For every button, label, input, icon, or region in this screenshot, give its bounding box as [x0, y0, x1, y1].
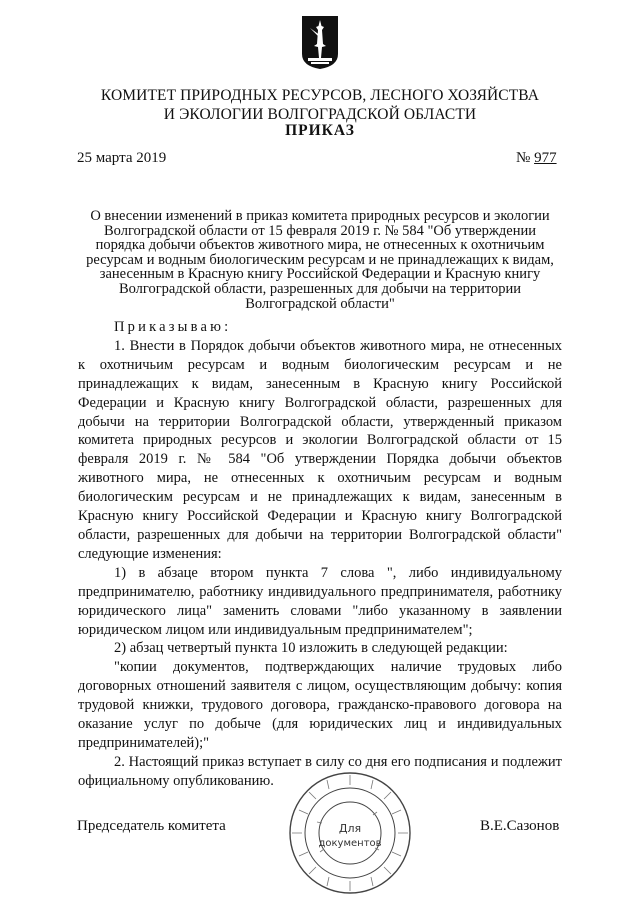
body-paragraph: 2) абзац четвертый пункта 10 изложить в следующей редакции: [114, 640, 508, 657]
number-sign: № [516, 150, 531, 166]
coat-of-arms-emblem [300, 14, 340, 70]
subject-line: Волгоградской области" [245, 295, 395, 312]
subject-line: Волгоградской области, разрешенных для добычи на территории [118, 280, 522, 297]
subject-line: О внесении изменений в приказ комитета природных ресурсов и экологии [90, 208, 550, 224]
org-line-2: И ЭКОЛОГИИ ВОЛГОГРАДСКОЙ ОБЛАСТИ [163, 106, 477, 123]
subject-line: ресурсам и водным биологическим ресурсам и не принадлежащих к видам, [86, 251, 554, 268]
signer-name: В.Е.Сазонов [480, 818, 560, 834]
body-paragraph: 1) в абзаце втором пункта 7 слова ", либо индивидуальному предпринимателю, работнику индивидуального предпринимателя, работнику юридического лица" заменить словами "либо указанному в заявлении юридическом лицом или индивидуальным предпринимателем"; [78, 564, 562, 638]
signer-position: Председатель комитета [77, 818, 226, 834]
body-paragraph: "копии документов, подтверждающих наличие трудовых либо договорных отношений заявителя с лицом, осуществляющим добычу: копия трудовой книжки, трудового договора, гражданско-правового договора на оказание услуг по добыче (для юридических лиц и индивидуальных предпринимателей);" [78, 659, 562, 751]
document-number [516, 150, 557, 167]
subject-line: Волгоградской области от 15 февраля 2019 г. № 584 "Об утверждении [103, 222, 536, 239]
official-seal-stamp [287, 772, 413, 894]
document-type-title: ПРИКАЗ [285, 122, 355, 139]
organization-name [60, 86, 580, 124]
document-body [78, 318, 562, 791]
org-line-1: КОМИТЕТ ПРИРОДНЫХ РЕСУРСОВ, ЛЕСНОГО ХОЗЯЙСТВА [100, 87, 540, 104]
document-subject [78, 209, 562, 311]
stamp-text: документов [318, 838, 382, 849]
stamp-text: Для [338, 822, 362, 835]
order-word: Приказываю: [114, 319, 232, 335]
body-paragraph: 1. Внести в Порядок добычи объектов животного мира, не отнесенных к охотничьим ресурсам и водным биологическим ресурсам и не принадлежащих к видам, занесенным в Красную книгу Российской Федерации и Красную книгу Волгоградской области, разрешенных для добычи на территории Волгоградской области, утвержденный приказом комитета природных ресурсов и экологии Волгоградской области от 15 февраля 2019 г. № 584 "Об утверждении Порядка добычи объектов животного мира, не отнесенных к охотничьим ресурсам и водным биологическим ресурсам и не принадлежащих к видам, занесенным в Красную книгу Российской Федерации и Красную книгу Волгоградской области, разрешенных для добычи на территории Волгоградской области" следующие изменения: [78, 337, 562, 562]
subject-line: занесенным в Красную книгу Российской Федерации и Красную книгу [99, 266, 541, 283]
subject-line: порядка добычи объектов животного мира, не отнесенных к охотничьим [95, 237, 545, 254]
number-value: 977 [534, 150, 557, 166]
body-paragraph: 2. Настоящий приказ вступает в силу со дня его подписания и подлежит официальному опубликованию. [78, 753, 562, 789]
document-date: 25 марта 2019 [77, 150, 167, 166]
